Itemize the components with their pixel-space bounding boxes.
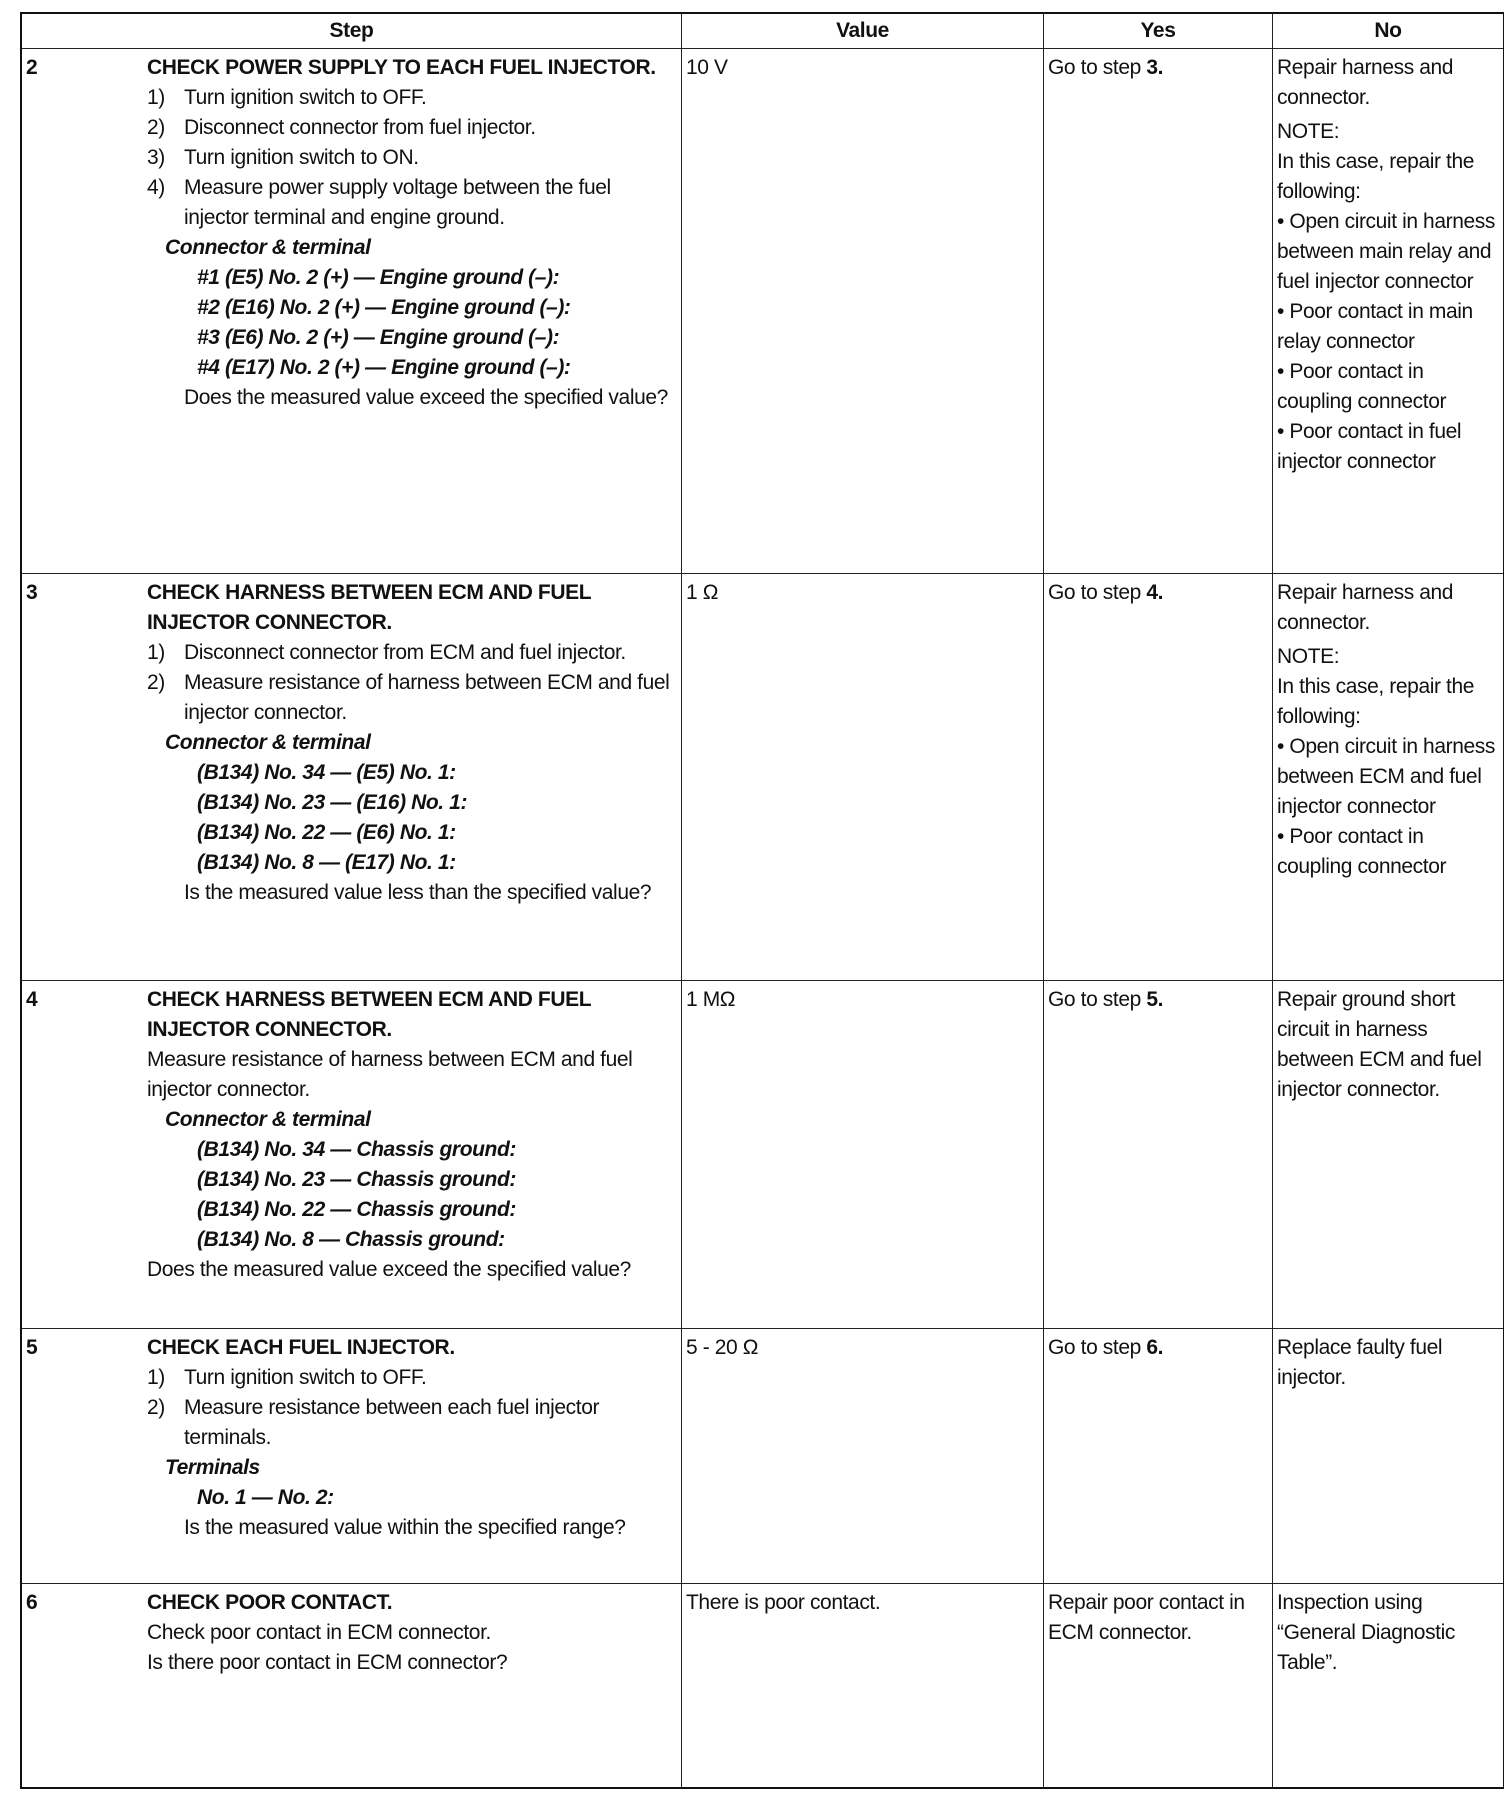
question: Is the measured value less than the specified value? bbox=[184, 881, 652, 904]
step-number: 3 bbox=[26, 581, 38, 604]
connector-title: Terminals bbox=[165, 1456, 260, 1479]
instruction bbox=[147, 143, 678, 173]
spec-value: 5 - 20 Ω bbox=[686, 1336, 759, 1359]
yes-action bbox=[1048, 578, 1269, 608]
connector-title: Connector & terminal bbox=[165, 731, 371, 754]
step-number: 6 bbox=[26, 1591, 38, 1614]
yes-step: 6. bbox=[1146, 1336, 1164, 1359]
step-number: 2 bbox=[26, 56, 38, 79]
note-bullet bbox=[1277, 207, 1500, 297]
value-cell bbox=[682, 49, 1044, 574]
terminal-line: #2 (E16) No. 2 (+) — Engine ground (–): bbox=[197, 296, 571, 319]
no-action: Inspection using “General Diagnostic Table”. bbox=[1277, 1591, 1455, 1674]
connector-title: Connector & terminal bbox=[165, 236, 371, 259]
instruction-number: 1) bbox=[147, 86, 165, 109]
instruction bbox=[147, 1363, 678, 1393]
terminal-line: (B134) No. 22 — Chassis ground: bbox=[197, 1198, 516, 1221]
note-bullet bbox=[1277, 417, 1500, 477]
terminal-line: #3 (E6) No. 2 (+) — Engine ground (–): bbox=[197, 326, 560, 349]
terminal-line: (B134) No. 22 — (E6) No. 1: bbox=[197, 821, 456, 844]
yes-cell bbox=[1044, 49, 1273, 574]
terminal-line: #1 (E5) No. 2 (+) — Engine ground (–): bbox=[197, 266, 560, 289]
value-cell bbox=[682, 1584, 1044, 1788]
question: Does the measured value exceed the specified value? bbox=[184, 386, 668, 409]
table-row bbox=[21, 1329, 1504, 1584]
instruction bbox=[147, 113, 678, 143]
yes-step: 5. bbox=[1146, 988, 1164, 1011]
note-label: NOTE: bbox=[1277, 645, 1340, 668]
instruction-text: Measure resistance of harness between ECM and fuel injector connector. bbox=[184, 671, 670, 724]
diagnostic-table bbox=[20, 12, 1504, 1789]
yes-step: 4. bbox=[1146, 581, 1164, 604]
no-cell bbox=[1273, 49, 1504, 574]
instruction bbox=[147, 173, 678, 233]
step-number: 5 bbox=[26, 1336, 38, 1359]
instruction bbox=[147, 1393, 678, 1453]
terminal-line: (B134) No. 23 — (E16) No. 1: bbox=[197, 791, 468, 814]
table-row bbox=[21, 981, 1504, 1329]
terminal-line: (B134) No. 8 — Chassis ground: bbox=[197, 1228, 505, 1251]
no-action: Replace faulty fuel injector. bbox=[1277, 1336, 1443, 1389]
instruction-number: 2) bbox=[147, 1396, 165, 1419]
value-cell bbox=[682, 1329, 1044, 1584]
yes-action bbox=[1048, 53, 1269, 83]
step-title: CHECK HARNESS BETWEEN ECM AND FUEL INJECTOR CONNECTOR. bbox=[147, 581, 591, 634]
terminal-line: (B134) No. 8 — (E17) No. 1: bbox=[197, 851, 456, 874]
instruction-number: 3) bbox=[147, 146, 165, 169]
note-bullet bbox=[1277, 357, 1500, 417]
no-cell bbox=[1273, 1329, 1504, 1584]
value-cell bbox=[682, 981, 1044, 1329]
bullet-icon: • bbox=[1277, 420, 1290, 443]
no-action: Repair ground short circuit in harness between ECM and fuel injector connector. bbox=[1277, 988, 1482, 1101]
instruction-text: Measure resistance between each fuel injector terminals. bbox=[184, 1396, 600, 1449]
bullet-icon: • bbox=[1277, 360, 1290, 383]
step-cell bbox=[21, 1329, 682, 1584]
header-step: Step bbox=[21, 13, 682, 49]
instruction-number: 2) bbox=[147, 671, 165, 694]
spec-value: 1 Ω bbox=[686, 581, 719, 604]
instruction-text: Check poor contact in ECM connector. bbox=[147, 1621, 491, 1644]
terminal-line: No. 1 — No. 2: bbox=[197, 1486, 334, 1509]
instruction-text: Turn ignition switch to ON. bbox=[184, 146, 419, 169]
question: Is there poor contact in ECM connector? bbox=[147, 1651, 508, 1674]
header-row bbox=[21, 13, 1504, 49]
step-number: 4 bbox=[26, 988, 38, 1011]
bullet-text: Poor contact in coupling connector bbox=[1277, 825, 1447, 878]
instruction-text: Turn ignition switch to OFF. bbox=[184, 86, 427, 109]
yes-prefix: Go to step bbox=[1048, 988, 1147, 1011]
note-intro: In this case, repair the following: bbox=[1277, 150, 1475, 203]
bullet-text: Poor contact in coupling connector bbox=[1277, 360, 1447, 413]
yes-step: 3. bbox=[1146, 56, 1164, 79]
yes-prefix: Go to step bbox=[1048, 1336, 1147, 1359]
step-cell bbox=[21, 981, 682, 1329]
instruction bbox=[147, 638, 678, 668]
step-cell bbox=[21, 49, 682, 574]
step-title: CHECK HARNESS BETWEEN ECM AND FUEL INJECTOR CONNECTOR. bbox=[147, 988, 591, 1041]
instruction-text: Disconnect connector from ECM and fuel injector. bbox=[184, 641, 626, 664]
header-value: Value bbox=[682, 13, 1044, 49]
yes-cell bbox=[1044, 1584, 1273, 1788]
table-row bbox=[21, 574, 1504, 981]
table-row bbox=[21, 1584, 1504, 1788]
instruction-number: 1) bbox=[147, 1366, 165, 1389]
no-action: Repair harness and connector. bbox=[1277, 581, 1454, 634]
instruction-number: 4) bbox=[147, 176, 165, 199]
terminal-line: (B134) No. 34 — (E5) No. 1: bbox=[197, 761, 456, 784]
no-cell bbox=[1273, 1584, 1504, 1788]
note-label: NOTE: bbox=[1277, 120, 1340, 143]
yes-cell bbox=[1044, 574, 1273, 981]
no-cell bbox=[1273, 574, 1504, 981]
terminal-line: #4 (E17) No. 2 (+) — Engine ground (–): bbox=[197, 356, 571, 379]
instruction bbox=[147, 83, 678, 113]
no-cell bbox=[1273, 981, 1504, 1329]
yes-prefix: Go to step bbox=[1048, 56, 1147, 79]
header-no: No bbox=[1273, 13, 1504, 49]
note-bullet bbox=[1277, 822, 1500, 882]
bullet-text: Open circuit in harness between main relay and fuel injector connector bbox=[1277, 210, 1495, 293]
instruction-number: 1) bbox=[147, 641, 165, 664]
value-cell bbox=[682, 574, 1044, 981]
bullet-icon: • bbox=[1277, 735, 1290, 758]
yes-action bbox=[1048, 1333, 1269, 1363]
step-cell bbox=[21, 574, 682, 981]
question: Is the measured value within the specified range? bbox=[184, 1516, 626, 1539]
step-cell bbox=[21, 1584, 682, 1788]
note-intro: In this case, repair the following: bbox=[1277, 675, 1475, 728]
step-title: CHECK EACH FUEL INJECTOR. bbox=[147, 1336, 455, 1359]
instruction-text: Disconnect connector from fuel injector. bbox=[184, 116, 536, 139]
yes-prefix: Go to step bbox=[1048, 581, 1147, 604]
note-bullet bbox=[1277, 297, 1500, 357]
spec-value: 1 MΩ bbox=[686, 988, 736, 1011]
spec-value: There is poor contact. bbox=[686, 1591, 881, 1614]
terminal-line: (B134) No. 34 — Chassis ground: bbox=[197, 1138, 516, 1161]
no-action: Repair harness and connector. bbox=[1277, 56, 1454, 109]
connector-title: Connector & terminal bbox=[165, 1108, 371, 1131]
instruction-text: Measure resistance of harness between ECM and fuel injector connector. bbox=[147, 1048, 633, 1101]
yes-cell bbox=[1044, 981, 1273, 1329]
bullet-text: Poor contact in main relay connector bbox=[1277, 300, 1473, 353]
note-bullet bbox=[1277, 732, 1500, 822]
spec-value: 10 V bbox=[686, 56, 728, 79]
instruction bbox=[147, 668, 678, 728]
instruction-number: 2) bbox=[147, 116, 165, 139]
instruction-text: Measure power supply voltage between the fuel injector terminal and engine ground. bbox=[184, 176, 611, 229]
bullet-text: Open circuit in harness between ECM and fuel injector connector bbox=[1277, 735, 1495, 818]
question: Does the measured value exceed the specified value? bbox=[147, 1258, 631, 1281]
yes-action bbox=[1048, 985, 1269, 1015]
terminal-line: (B134) No. 23 — Chassis ground: bbox=[197, 1168, 516, 1191]
step-title: CHECK POOR CONTACT. bbox=[147, 1591, 393, 1614]
instruction-text: Turn ignition switch to OFF. bbox=[184, 1366, 427, 1389]
table-row bbox=[21, 49, 1504, 574]
step-title: CHECK POWER SUPPLY TO EACH FUEL INJECTOR. bbox=[147, 56, 656, 79]
yes-action: Repair poor contact in ECM connector. bbox=[1048, 1591, 1245, 1644]
bullet-icon: • bbox=[1277, 210, 1290, 233]
yes-cell bbox=[1044, 1329, 1273, 1584]
bullet-icon: • bbox=[1277, 825, 1290, 848]
header-yes: Yes bbox=[1044, 13, 1273, 49]
bullet-icon: • bbox=[1277, 300, 1290, 323]
bullet-text: Poor contact in fuel injector connector bbox=[1277, 420, 1462, 473]
